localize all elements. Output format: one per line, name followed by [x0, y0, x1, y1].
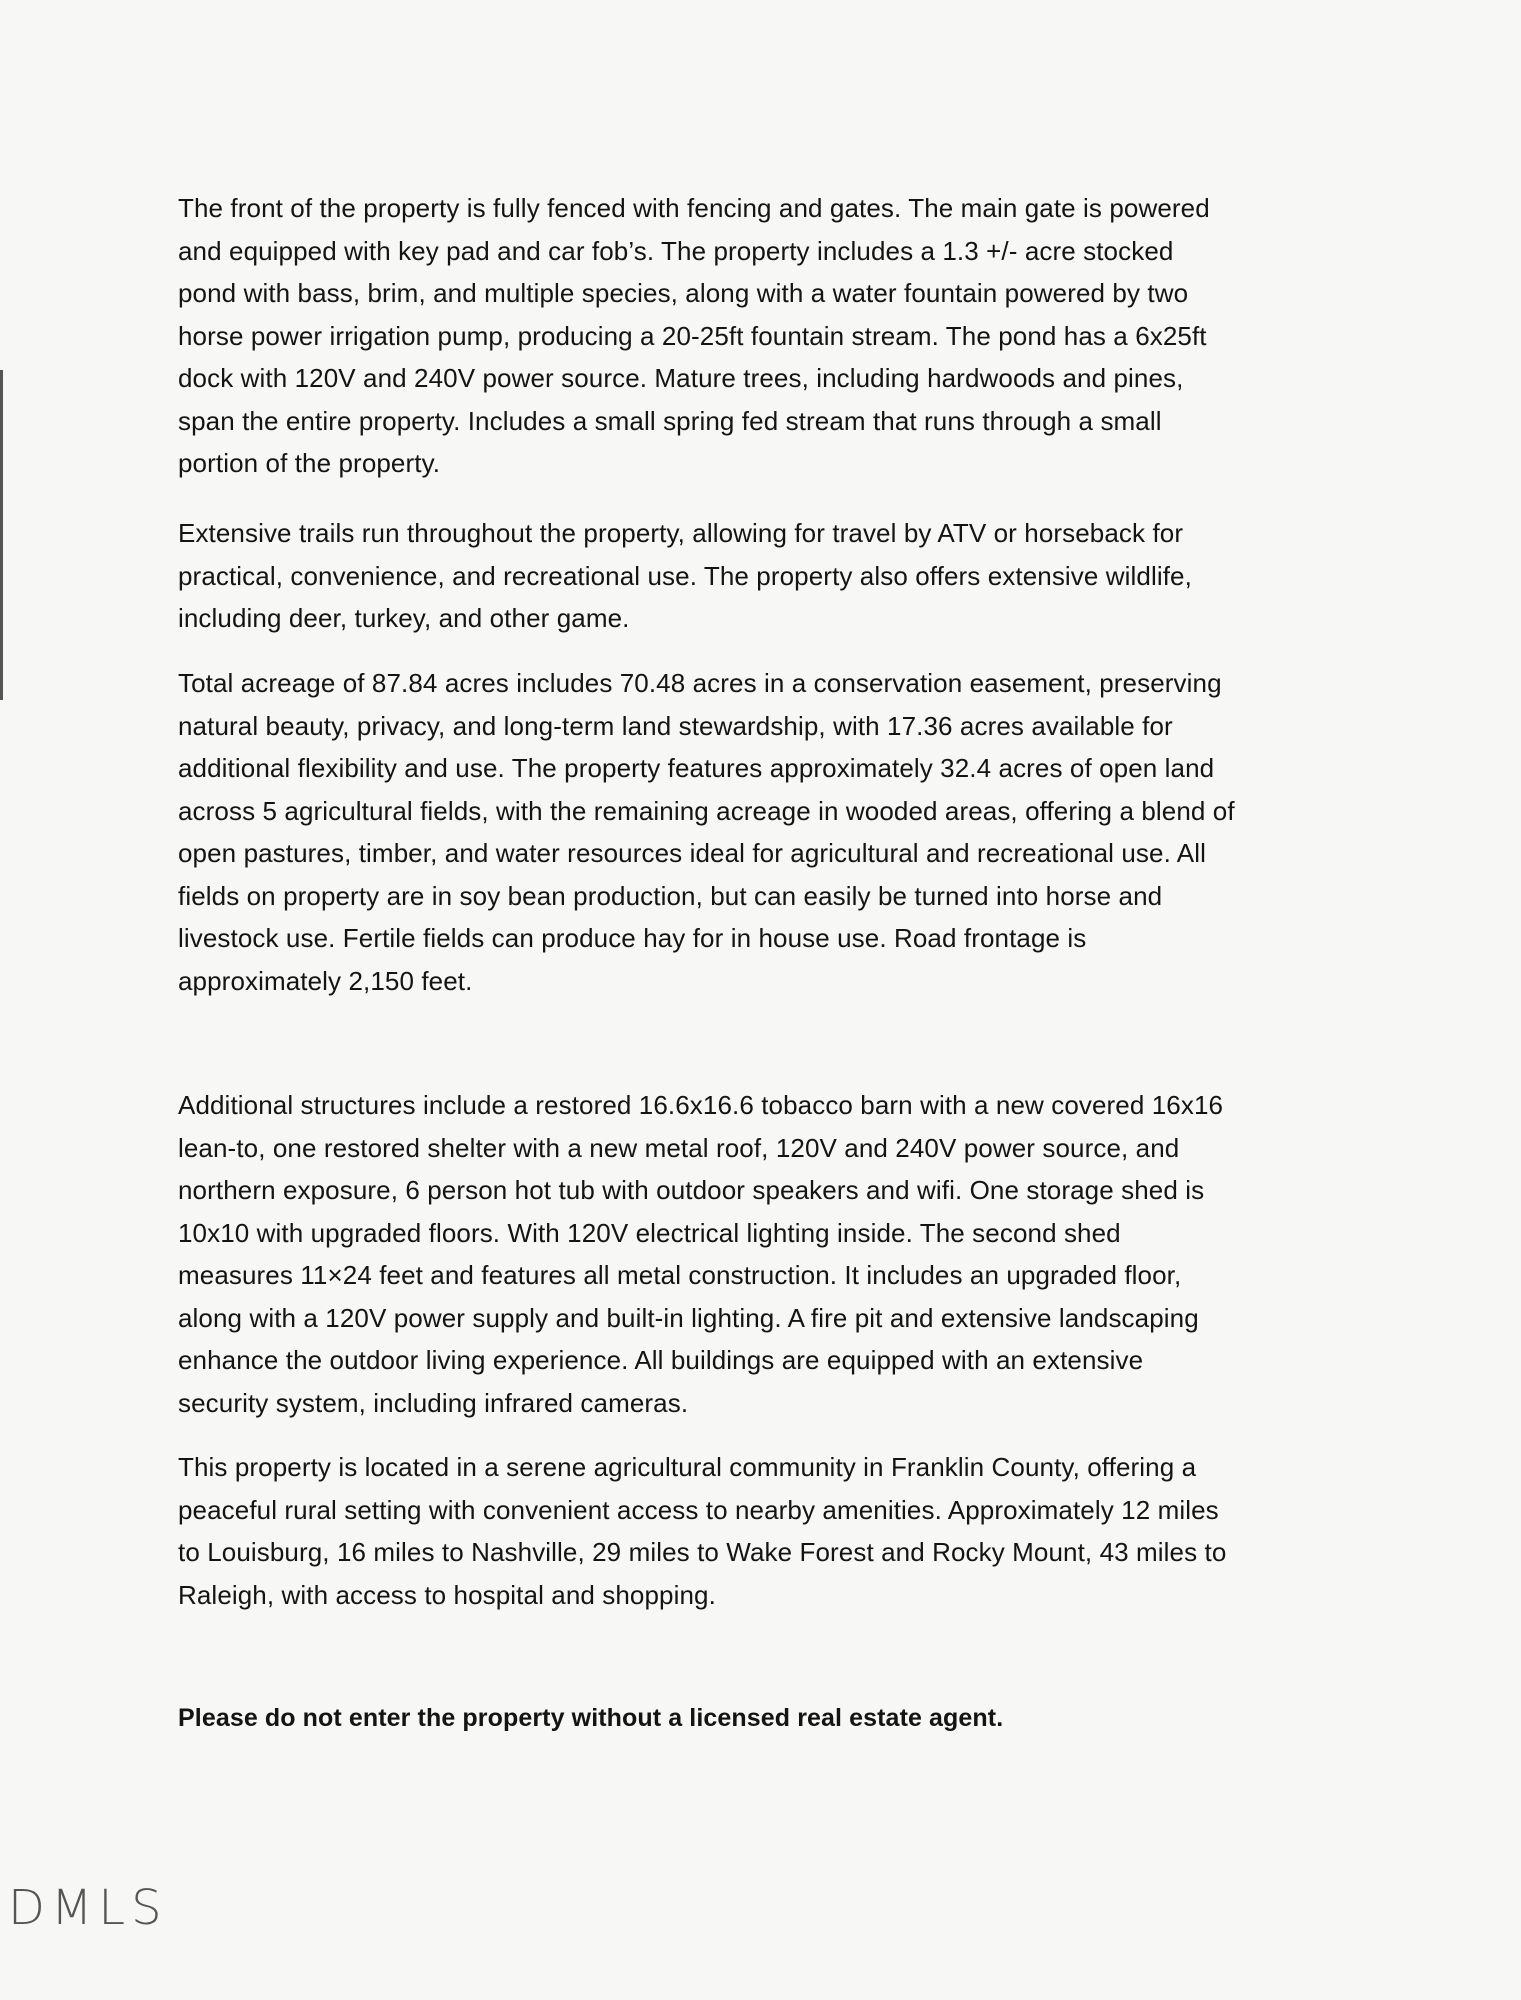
paragraph-fencing-pond: The front of the property is fully fenced with fencing and gates. The main gate is powered and equipped with key pad and car fob’s. The property includes a 1.3 +/- acre stocked pond with bass, brim, and multiple species, along with a water fountain powered by two horse power irrigation pump, producing a 20-25ft fountain stream. The pond has a 6x25ft dock with 120V and 240V power source. Mature trees, including hardwoods and pines, span the entire property. Includes a small spring fed stream that runs through a small portion of the property. — [178, 193, 1210, 478]
scan-edge-mark — [0, 370, 3, 700]
paragraph-acreage: Total acreage of 87.84 acres includes 70.48 acres in a conservation easement, preserving natural beauty, privacy, and long-term land stewardship, with 17.36 acres available for additional flexibility and use. The property features approximately 32.4 acres of open land across 5 agricultural fields, with the remaining acreage in wooded areas, offering a blend of open pastures, timber, and water resources ideal for agricultural and recreational use. All fields on property are in soy bean production, but can easily be turned into horse and livestock use. Fertile fields can produce hay for in house use. Road frontage is approximately 2,150 feet. — [178, 668, 1235, 996]
paragraph-location: This property is located in a serene agricultural community in Franklin County, offering a peaceful rural setting with convenient access to nearby amenities. Approximately 12 miles to Louisburg, 16 miles to Nashville, 29 miles to Wake Forest and Rocky Mount, 43 miles to Raleigh, with access to hospital and shopping. — [178, 1452, 1227, 1610]
paragraph-structures: Additional structures include a restored 16.6x16.6 tobacco barn with a new covered 16x16 lean-to, one restored shelter with a new metal roof, 120V and 240V power source, and northern exposure, 6 person hot tub with outdoor speakers and wifi. One storage shed is 10x10 with upgraded floors. With 120V electrical lighting inside. The second shed measures 11×24 feet and features all metal construction. It includes an upgraded floor, along with a 120V power supply and built-in lighting. A fire pit and extensive landscaping enhance the outdoor living experience. All buildings are equipped with an extensive security system, including infrared cameras. — [178, 1090, 1224, 1418]
notice-text: Please do not enter the property without a licensed real estate agent. — [178, 1704, 1004, 1732]
paragraph-trails-wildlife: Extensive trails run throughout the property, allowing for travel by ATV or horseback for practical, convenience, and recreational use. The property also offers extensive wildlife, including deer, turkey, and other game. — [178, 518, 1192, 633]
dmls-logo: DMLS — [8, 1880, 168, 1936]
